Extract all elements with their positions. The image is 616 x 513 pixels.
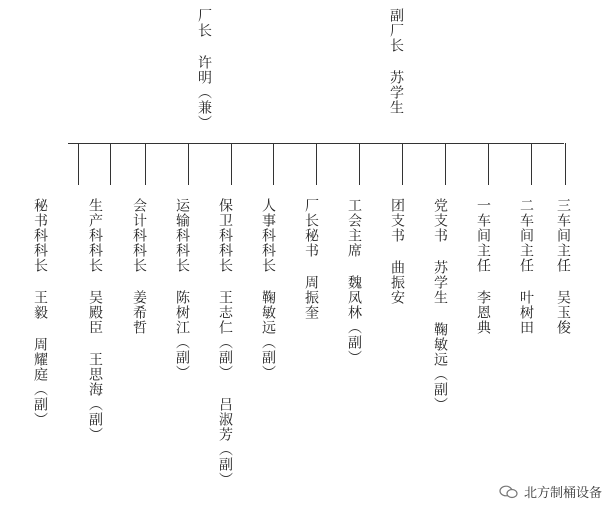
- branch-line: [316, 143, 317, 185]
- branch-line: [231, 143, 232, 185]
- branch-line: [273, 143, 274, 185]
- branch-line: [531, 143, 532, 185]
- dept-youth-league: 团支书 曲振安: [389, 198, 405, 305]
- branch-line: [188, 143, 189, 185]
- branch-line: [359, 143, 360, 185]
- dept-secretary-section: 秘书科科长 王毅 周耀庭（副）: [32, 198, 48, 427]
- branch-line: [445, 143, 446, 185]
- dept-transport: 运输科科长 陈树江（副）: [174, 198, 190, 380]
- dept-personnel: 人事科科长 鞠敏远（副）: [260, 198, 276, 380]
- branch-line: [565, 143, 566, 185]
- branch-line: [402, 143, 403, 185]
- dept-party-branch: 党支书 苏学生 鞠敏远（副）: [432, 198, 448, 412]
- deputy-director-label: 副厂长 苏学生: [388, 8, 404, 115]
- dept-production: 生产科科长 吴殿臣 王思海（副）: [87, 198, 103, 442]
- dept-workshop-2: 二车间主任 叶树田: [518, 198, 534, 335]
- branch-line: [488, 143, 489, 185]
- factory-director-label: 厂长 许明（兼）: [196, 8, 212, 130]
- branch-line: [78, 143, 79, 185]
- dept-union: 工会主席 魏凤林（副）: [346, 198, 362, 365]
- dept-workshop-3: 三车间主任 吴玉俊: [555, 198, 571, 335]
- dept-director-secretary: 厂长秘书 周振奎: [303, 198, 319, 320]
- watermark: [499, 482, 602, 501]
- dept-security: 保卫科科长 王志仁（副） 吕淑芳（副）: [217, 198, 233, 487]
- branch-line: [110, 143, 111, 185]
- branch-line: [145, 143, 146, 185]
- dept-workshop-1: 一车间主任 李恩典: [475, 198, 491, 335]
- wechat-icon: [499, 485, 519, 499]
- watermark-text: 北方制桶设备: [523, 486, 602, 501]
- dept-accounting: 会计科科长 姜希哲: [131, 198, 147, 335]
